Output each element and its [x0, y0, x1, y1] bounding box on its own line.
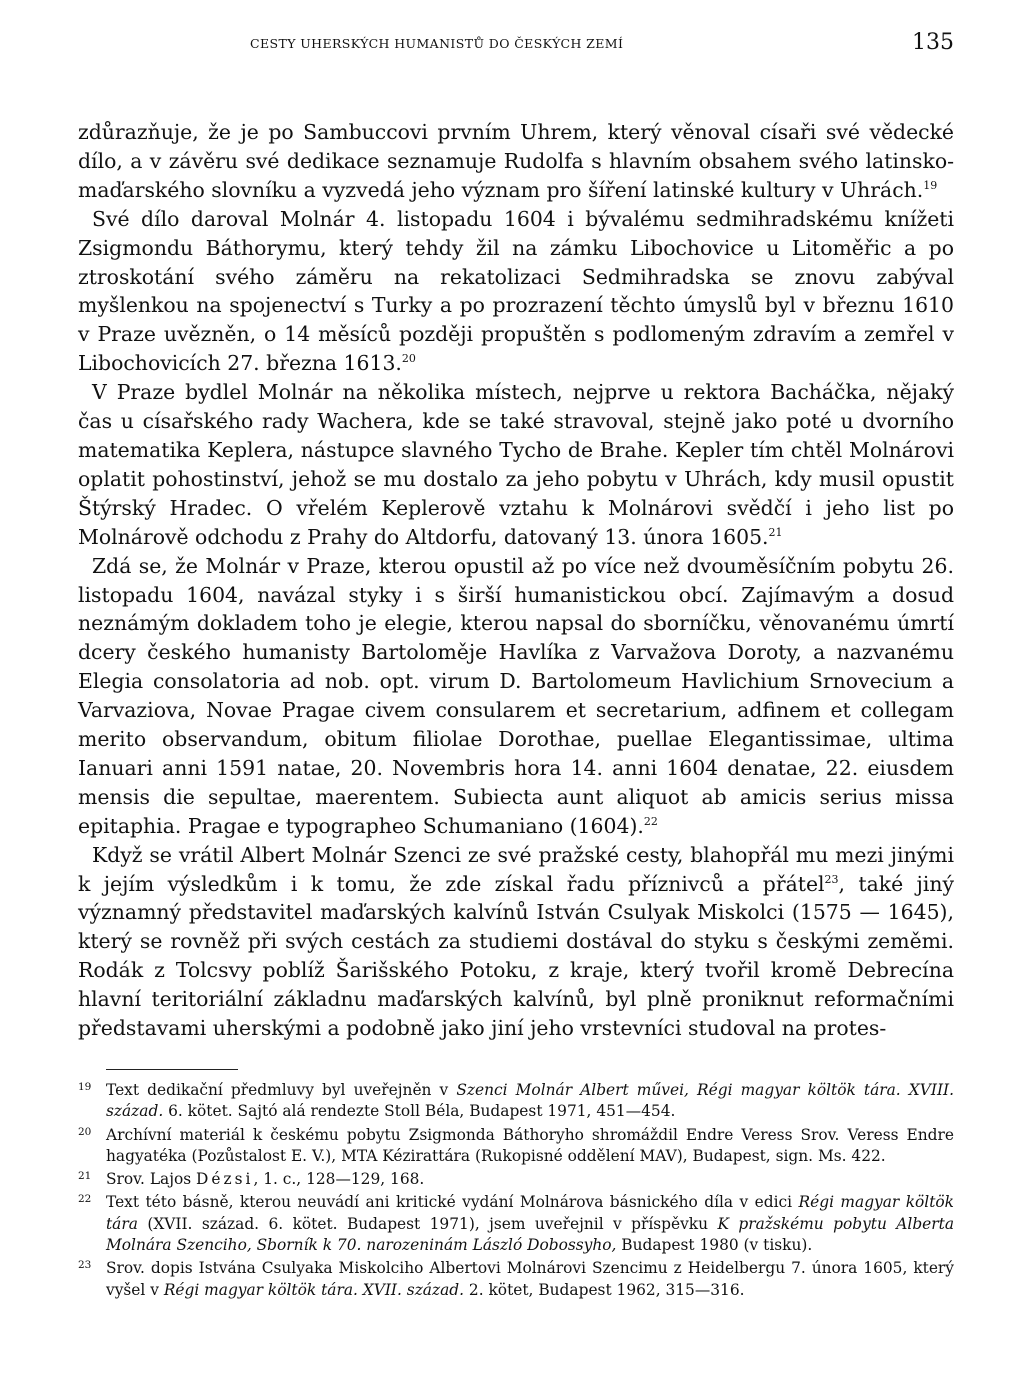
footnote: [78, 1192, 954, 1256]
footnote-number: 23: [78, 1259, 92, 1272]
footnote-text: 2. kötet, Budapest 1962, 315—316.: [464, 1280, 745, 1299]
running-title: CESTY UHERSKÝCH HUMANISTŮ DO ČESKÝCH ZEMÍ: [250, 36, 624, 51]
footnote: [78, 1125, 954, 1168]
page-number: 135: [912, 30, 954, 55]
footnote-text: , 1. c., 128—129, 168.: [253, 1170, 425, 1189]
footnote-text: (XVII. század. 6. kötet. Budapest 1971), jsem uveřejnil v příspěvku: [137, 1214, 718, 1233]
paragraph: Když se vrátil Albert Molnár Szenci ze své pražské cesty, blahopřál mu mezi jinými k jejím výsledkům i k tomu, že zde získal řadu příznivců a přátel$^{23}$, také jiný významný představitel maďarských kalvínů István Csulyak Miskolci (1575 — 1645), který se rovněž při svých cestách za studiemi dostával do styku s českými zeměmi. Rodák z Tolcsvy poblíž Šarišského Potoku, z kraje, který tvořil kromě Debrecína hlavní teritoriální základnu maďarských kalvínů, byl plně proniknut reformačními představami uherskými a podobně jako jiní jeho vrstevníci studoval na protes-: [78, 842, 954, 1041]
footnote: [78, 1080, 954, 1123]
paragraph: V Praze bydlel Molnár na několika místech, nejprve u rektora Bacháčka, nějaký čas u císařského rady Wachera, kde se také stravoval, stejně jako poté u dvorního matematika Keplera, nástupce slavného Tycho de Brahe. Kepler tím chtěl Molnárovi oplatit pohostinství, jehož se mu dostalo za jeho pobytu v Uhrách, kdy musil opustit Štýrský Hradec. O vřelém Keplerově vztahu k Molnárovi svědčí i jeho list po Molnárově odchodu z Prahy do Altdorfu, datovaný 13. února 1605.21: [78, 380, 954, 549]
footnote-number: 20: [78, 1125, 92, 1138]
body-text: [78, 118, 954, 1043]
paragraph: Zdá se, že Molnár v Praze, kterou opustil až po více než dvouměsíčním pobytu 26. listopadu 1604, navázal styky i s širší humanistickou obcí. Zajímavým a dosud neznámým dokladem toho je elegie, kterou napsal do sborníčku, věnovanému úmrtí dcery českého humanisty Bartoloměje Havlíka z Varvažova Doroty, a nazvanému Elegia consolatoria ad nob. opt. virum D. Bartolomeum Havlichium Srnovecium a Varvaziova, Novae Pragae civem consularem et secretarium, adfinem et collegam merito observandum, obitum filiolae Dorothae, puellae Elegantissimae, ultima Ianuari anni 1591 natae, 20. Novembris hora 14. anni 1604 denatae, 22. eiusdem mensis die sepultae, maerentem. Subiecta aunt aliquot ab amicis serius missa epitaphia. Pragae e typographeo Schumaniano (1604).$^{22}$: [78, 553, 954, 838]
footnote-text: Szenci Molnár Albert művei, Régi magyar költök tára. XVIII. század.: [106, 1081, 955, 1121]
footnote-number: 22: [78, 1193, 92, 1206]
footnote-ref: 19: [923, 178, 938, 192]
footnote-text: K pražskému pobytu Alberta Molnára Szenciho, Sborník k 70. narozeninám László Dobossyho,: [106, 1214, 955, 1255]
footnote-number: 19: [78, 1081, 92, 1093]
footnote-text: Srov. Lajos: [106, 1170, 197, 1189]
footnote-ref: 20: [401, 352, 416, 366]
paragraph: Své dílo daroval Molnár 4. listopadu 1604 i bývalému sedmihradskému knížeti Zsigmondu Báthorymu, který tehdy žil na zámku Libochovice u Litoměřic a po ztroskotání svého záměru na rekatolizaci Sedmihradska se znovu zabýval myšlenkou na spojenectví s Turky a po prozrazení těchto úmyslů byl v březnu 1610 v Praze uvězněn, o 14 měsíců později propuštěn s podlomeným zdravím a zemřel v Libochovicích 27. března 1613.20: [78, 206, 954, 376]
footnote-text: Text této básně, kterou neuvádí ani kritické vydání Molnárova básnického díla v edici: [106, 1193, 799, 1212]
footnote-text: Régi magyar költök tára. XVII. század.: [163, 1280, 465, 1299]
footnote-text: Régi magyar költök tára: [106, 1193, 954, 1233]
footnote-number: 21: [78, 1170, 92, 1183]
footnote-divider: [106, 1069, 238, 1070]
footnote-ref: 21: [768, 525, 783, 539]
paragraph: zdůrazňuje, že je po Sambuccovi prvním Uhrem, který věnoval císaři své vědecké dílo, a v závěru své dedikace seznamuje Rudolfa s hlavním obsahem svého latinsko-maďarského slovníku a vyzvedá jeho význam pro šíření latinské kultury v Uhrách.$^{19}$: [78, 120, 954, 202]
footnote: [78, 1169, 954, 1190]
footnote-text: Archívní materiál k českému pobytu Zsigmonda Báthoryho shromáždil Endre Veress Srov. Veress Endre hagyatéka (Pozůstalost E. V.), MTA Kézirattára (Rukopisné oddělení MAV), Budapest, sign. Ms. 422.: [106, 1125, 954, 1165]
footnote-text: Budapest 1980 (v tisku).: [616, 1236, 813, 1255]
footnote-ref: 23: [824, 872, 839, 886]
footnote-text: 6. kötet. Sajtó alá rendezte Stoll Béla, Budapest 1971, 451—454.: [163, 1102, 676, 1121]
footnote: [78, 1258, 954, 1301]
footnote-text: Text dedikační předmluvy byl uveřejněn v: [106, 1081, 457, 1099]
footnote-ref: 22: [643, 814, 658, 828]
footnote-text: Srov. dopis Istvána Csulyaka Miskolciho Albertovi Molnárovi Szencimu z Heidelbergu 7. února 1605, který vyšel v: [106, 1259, 954, 1299]
running-head: [78, 30, 954, 68]
footnote-text: Dézsi: [196, 1170, 254, 1189]
footnotes: [78, 1080, 954, 1301]
